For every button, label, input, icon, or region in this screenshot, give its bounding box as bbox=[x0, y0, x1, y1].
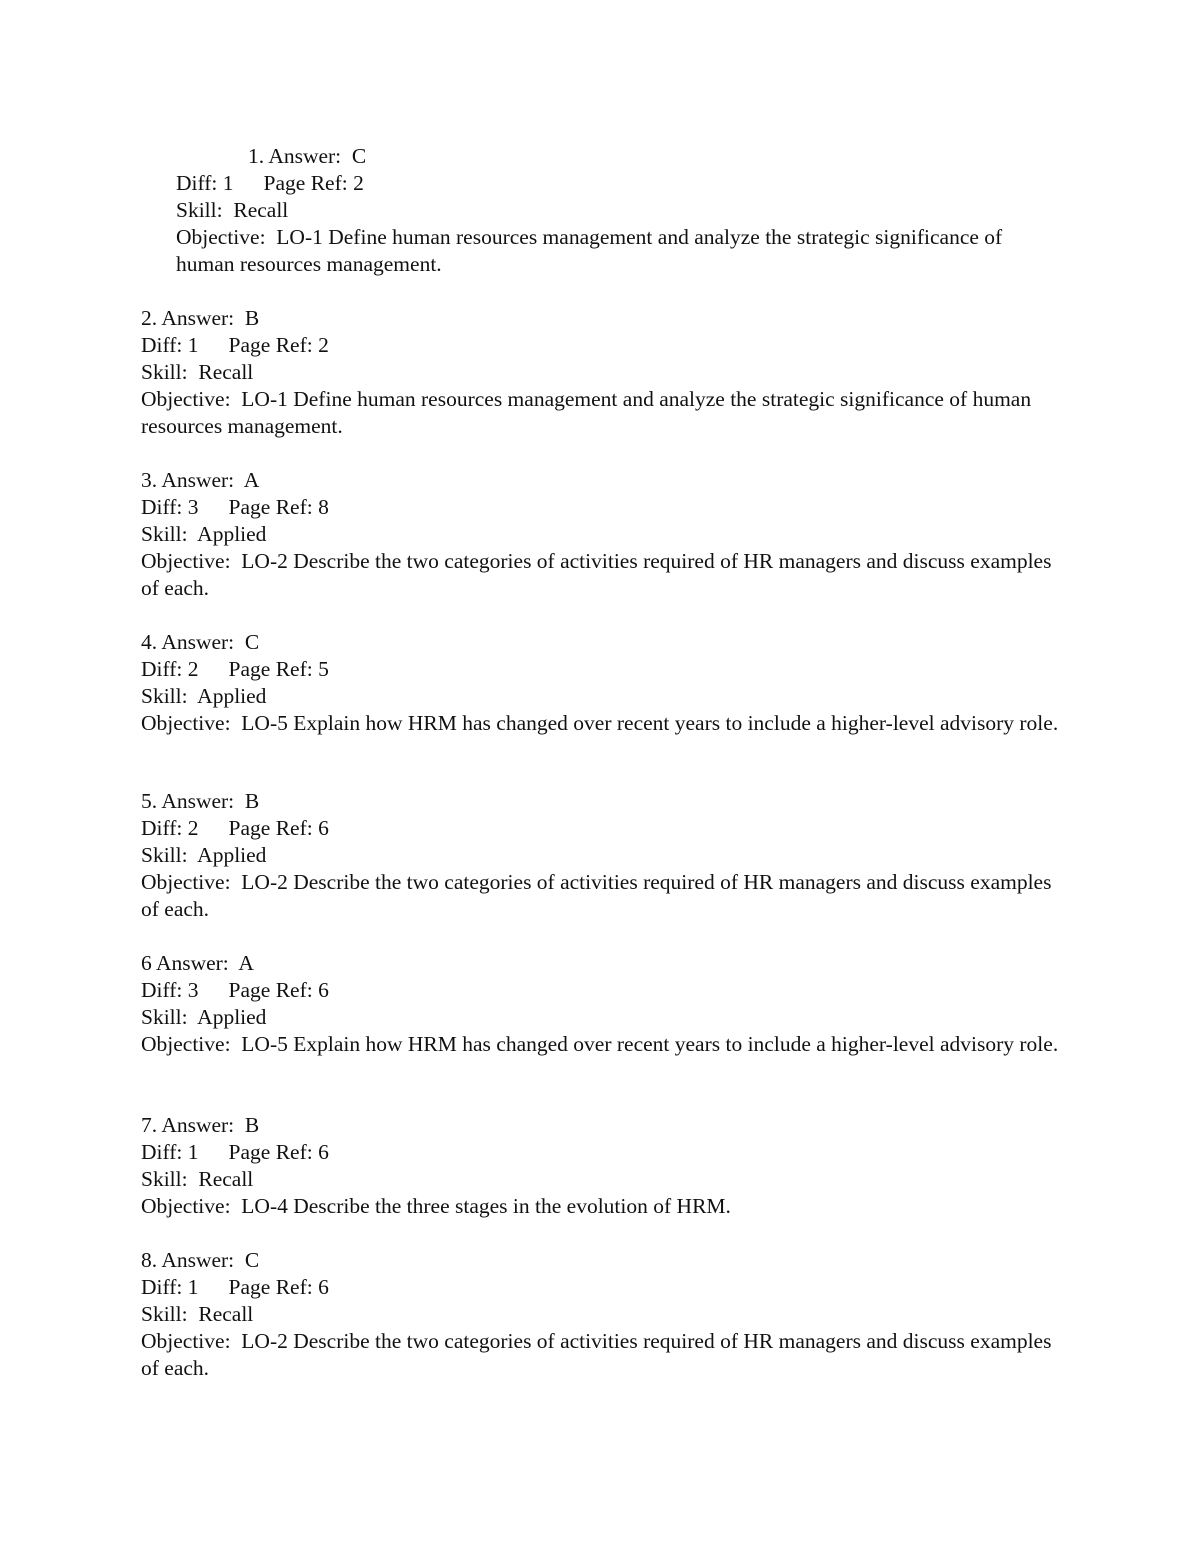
difficulty-text: Diff: 3 bbox=[141, 978, 199, 1002]
answer-entry-8 bbox=[141, 1247, 1071, 1382]
objective-text: Objective: LO-5 Explain how HRM has changed over recent years to include a higher-level advisory role. bbox=[141, 1032, 1059, 1056]
skill-line: Skill: Applied bbox=[141, 522, 267, 546]
answer-entry-7 bbox=[141, 1112, 1071, 1220]
page-ref-text: Page Ref: 8 bbox=[228, 495, 329, 519]
answer-line: 4. Answer: C bbox=[141, 630, 260, 654]
answer-entry-3 bbox=[141, 467, 1071, 602]
page-ref-text: Page Ref: 5 bbox=[228, 657, 329, 681]
answer-line: 8. Answer: C bbox=[141, 1248, 260, 1272]
skill-line: Skill: Applied bbox=[141, 684, 267, 708]
answer-entry-1 bbox=[176, 143, 1066, 278]
page-ref-text: Page Ref: 6 bbox=[228, 978, 329, 1002]
diff-pageref-line bbox=[141, 815, 1071, 842]
page-ref-text: Page Ref: 2 bbox=[228, 333, 329, 357]
difficulty-text: Diff: 1 bbox=[141, 1140, 199, 1164]
objective-text: Objective: LO-1 Define human resources management and analyze the strategic significance of human resources management. bbox=[141, 387, 1037, 438]
page-ref-text: Page Ref: 2 bbox=[263, 171, 364, 195]
objective-text: Objective: LO-5 Explain how HRM has changed over recent years to include a higher-level advisory role. bbox=[141, 711, 1059, 735]
difficulty-text: Diff: 3 bbox=[141, 495, 199, 519]
skill-line: Skill: Recall bbox=[141, 1302, 254, 1326]
answer-line: 5. Answer: B bbox=[141, 789, 260, 813]
answer-line: 2. Answer: B bbox=[141, 306, 260, 330]
objective-text: Objective: LO-2 Describe the two categories of activities required of HR managers and discuss examples of each. bbox=[141, 549, 1057, 600]
diff-pageref-line bbox=[141, 332, 1071, 359]
page-ref-text: Page Ref: 6 bbox=[228, 1275, 329, 1299]
answer-line: 3. Answer: A bbox=[141, 468, 260, 492]
skill-line: Skill: Recall bbox=[141, 1167, 254, 1191]
diff-pageref-line bbox=[141, 656, 1071, 683]
page-ref-text: Page Ref: 6 bbox=[228, 816, 329, 840]
diff-pageref-line bbox=[141, 1139, 1071, 1166]
answer-line: 6 Answer: A bbox=[141, 951, 254, 975]
skill-line: Skill: Applied bbox=[141, 1005, 267, 1029]
answer-line: 1. Answer: C bbox=[248, 144, 367, 168]
difficulty-text: Diff: 1 bbox=[141, 1275, 199, 1299]
difficulty-text: Diff: 2 bbox=[141, 657, 199, 681]
answer-entry-5 bbox=[141, 788, 1071, 923]
diff-pageref-line bbox=[141, 1274, 1071, 1301]
difficulty-text: Diff: 2 bbox=[141, 816, 199, 840]
diff-pageref-line bbox=[141, 977, 1071, 1004]
skill-line: Skill: Recall bbox=[141, 360, 254, 384]
objective-text: Objective: LO-4 Describe the three stages in the evolution of HRM. bbox=[141, 1194, 731, 1218]
page-ref-text: Page Ref: 6 bbox=[228, 1140, 329, 1164]
difficulty-text: Diff: 1 bbox=[176, 171, 234, 195]
answer-line: 7. Answer: B bbox=[141, 1113, 260, 1137]
answer-entry-6 bbox=[141, 950, 1071, 1058]
answer-entry-2 bbox=[141, 305, 1071, 440]
answer-entry-4 bbox=[141, 629, 1071, 737]
objective-text: Objective: LO-2 Describe the two categories of activities required of HR managers and discuss examples of each. bbox=[141, 870, 1057, 921]
diff-pageref-line bbox=[176, 170, 1066, 197]
objective-text: Objective: LO-2 Describe the two categories of activities required of HR managers and discuss examples of each. bbox=[141, 1329, 1057, 1380]
difficulty-text: Diff: 1 bbox=[141, 333, 199, 357]
skill-line: Skill: Recall bbox=[176, 198, 289, 222]
skill-line: Skill: Applied bbox=[141, 843, 267, 867]
objective-text: Objective: LO-1 Define human resources management and analyze the strategic significance of human resources management. bbox=[176, 225, 1008, 276]
diff-pageref-line bbox=[141, 494, 1071, 521]
